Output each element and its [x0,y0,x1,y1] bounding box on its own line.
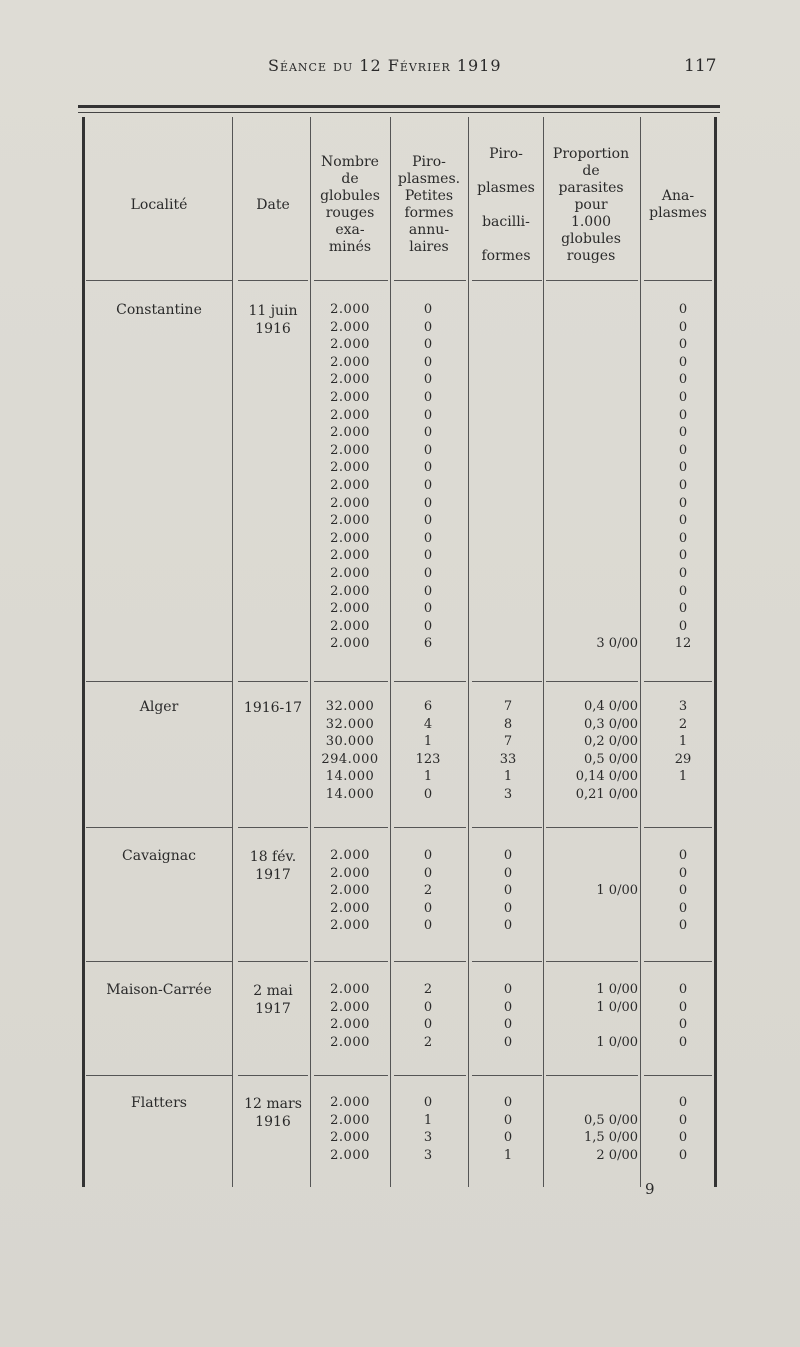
cell-anaplasmes: 0 [678,865,688,881]
cell-anaplasmes: 0 [678,1017,688,1033]
cell-anaplasmes: 0 [678,566,688,581]
running-head [0,56,800,86]
cell-anaplasmes: 0 [678,530,688,546]
cell-bacilliformes: 0 [503,1095,513,1110]
cell-nombre: 2.000 [330,865,370,881]
cell-nombre: 2.000 [330,999,370,1015]
cell-petites-formes: 6 [423,636,433,652]
cell-petites-formes: 0 [423,1095,433,1110]
group-separator-rule [644,681,712,682]
cell-petites-formes: 123 [415,751,441,767]
cell-petites-formes: 0 [423,918,433,934]
group-separator-rule [86,280,232,281]
cell-anaplasmes: 0 [678,618,688,634]
group-separator-rule [238,681,308,682]
cell-anaplasmes: 0 [678,407,688,423]
cell-nombre: 2.000 [330,495,370,511]
group-separator-rule [314,1075,388,1076]
header-localite: Localité [130,196,188,213]
cell-nombre: 30.000 [325,734,375,750]
cell-petites-formes: 0 [423,372,433,388]
localite-label: Flatters [131,1095,187,1111]
cell-anaplasmes: 1 [678,734,688,750]
cell-anaplasmes: 1 [678,769,688,785]
cell-anaplasmes: 0 [678,337,688,353]
cell-nombre: 294.000 [321,751,379,767]
cell-nombre: 2.000 [330,583,370,599]
cell-nombre: 2.000 [330,1017,370,1033]
cell-petites-formes: 1 [423,769,433,785]
cell-anaplasmes: 0 [678,548,688,564]
date-label: 12 mars 1916 [244,1096,302,1130]
cell-anaplasmes: 0 [678,883,688,899]
cell-anaplasmes: 0 [678,354,688,370]
data-table [78,105,720,1187]
cell-bacilliformes: 0 [503,982,513,997]
cell-anaplasmes: 0 [678,390,688,405]
cell-petites-formes: 0 [423,337,433,353]
cell-proportion: 0,2 0/00 [584,734,638,750]
cell-bacilliformes: 0 [503,1034,513,1050]
cell-proportion: 1 0/00 [596,1034,638,1050]
cell-anaplasmes: 0 [678,302,688,317]
group-separator-rule [238,280,308,281]
cell-bacilliformes: 0 [503,865,513,881]
cell-nombre: 2.000 [330,636,370,652]
cell-bacilliformes: 0 [503,1017,513,1033]
table-top-rule-thin [78,112,720,113]
cell-petites-formes: 0 [423,460,433,476]
cell-anaplasmes: 0 [678,319,688,335]
cell-petites-formes: 0 [423,530,433,546]
cell-anaplasmes: 0 [678,478,688,493]
cell-petites-formes: 0 [423,787,433,802]
running-title: Séance du 12 Février 1919 [268,56,502,75]
cell-nombre: 2.000 [330,548,370,564]
group-separator-rule [86,1075,232,1076]
group-separator-rule [546,681,638,682]
header-nombre-globules: Nombre de globules rouges exa- minés [320,154,380,255]
localite-label: Alger [139,699,179,715]
cell-nombre: 2.000 [330,900,370,916]
header-bacilliformes: Piro- plasmes bacilli- formes [477,146,535,264]
cell-nombre: 2.000 [330,390,370,405]
cell-petites-formes: 0 [423,442,433,458]
cell-petites-formes: 1 [423,734,433,750]
group-separator-rule [394,961,466,962]
cell-nombre: 2.000 [330,1034,370,1050]
group-separator-rule [238,827,308,828]
cell-nombre: 14.000 [325,787,375,802]
group-separator-rule [472,961,542,962]
cell-nombre: 2.000 [330,1147,370,1163]
cell-bacilliformes: 0 [503,900,513,916]
cell-proportion: 1 0/00 [596,982,638,997]
cell-anaplasmes: 0 [678,495,688,511]
cell-petites-formes: 2 [423,883,433,899]
page-number: 117 [684,56,717,76]
group-separator-rule [472,827,542,828]
group-separator-rule [394,1075,466,1076]
cell-nombre: 2.000 [330,848,370,863]
cell-proportion: 0,4 0/00 [584,699,638,714]
group-separator-rule [314,961,388,962]
header-proportion: Proportion de parasites pour 1.000 globules rouges [552,145,630,264]
cell-anaplasmes: 0 [678,425,688,441]
cell-anaplasmes: 3 [678,699,688,714]
cell-petites-formes: 0 [423,302,433,317]
cell-anaplasmes: 0 [678,1130,688,1146]
cell-nombre: 2.000 [330,319,370,335]
cell-anaplasmes: 0 [678,918,688,934]
cell-petites-formes: 0 [423,1017,433,1033]
group-separator-rule [86,681,232,682]
cell-bacilliformes: 7 [503,734,513,750]
cell-nombre: 2.000 [330,1112,370,1128]
cell-petites-formes: 0 [423,425,433,441]
cell-proportion: 0,5 0/00 [584,751,638,767]
cell-proportion: 0,3 0/00 [584,716,638,732]
cell-anaplasmes: 0 [678,999,688,1015]
group-separator-rule [644,1075,712,1076]
cell-anaplasmes: 0 [678,442,688,458]
cell-bacilliformes: 0 [503,883,513,899]
cell-nombre: 2.000 [330,407,370,423]
cell-petites-formes: 0 [423,407,433,423]
cell-petites-formes: 3 [423,1130,433,1146]
cell-proportion: 0,21 0/00 [575,787,638,802]
date-label: 1916-17 [243,700,303,716]
cell-petites-formes: 0 [423,495,433,511]
group-separator-rule [394,827,466,828]
localite-label: Cavaignac [122,848,196,864]
cell-anaplasmes: 0 [678,601,688,617]
group-separator-rule [314,681,388,682]
cell-nombre: 2.000 [330,425,370,441]
cell-nombre: 32.000 [325,716,375,732]
cell-nombre: 14.000 [325,769,375,785]
cell-nombre: 2.000 [330,372,370,388]
table-top-rule [78,105,720,108]
header-date: Date [256,196,290,213]
cell-petites-formes: 0 [423,548,433,564]
header-petites-formes: Piro- plasmes. Petites formes annu- laires [397,154,461,255]
cell-petites-formes: 0 [423,319,433,335]
group-separator-rule [472,681,542,682]
cell-anaplasmes: 29 [674,751,692,767]
cell-petites-formes: 0 [423,900,433,916]
cell-nombre: 2.000 [330,566,370,581]
cell-nombre: 2.000 [330,337,370,353]
group-separator-rule [238,961,308,962]
group-separator-rule [314,280,388,281]
cell-petites-formes: 0 [423,513,433,529]
cell-anaplasmes: 0 [678,982,688,997]
cell-petites-formes: 0 [423,478,433,493]
cell-anaplasmes: 0 [678,1095,688,1110]
cell-anaplasmes: 0 [678,1147,688,1163]
cell-petites-formes: 0 [423,390,433,405]
cell-nombre: 2.000 [330,1130,370,1146]
cell-petites-formes: 2 [423,982,433,997]
cell-bacilliformes: 1 [503,769,513,785]
group-separator-rule [314,827,388,828]
date-label: 18 fév. 1917 [249,849,297,883]
group-separator-rule [394,681,466,682]
cell-nombre: 2.000 [330,302,370,317]
cell-proportion: 1,5 0/00 [584,1130,638,1146]
cell-anaplasmes: 0 [678,460,688,476]
group-separator-rule [86,961,232,962]
group-separator-rule [238,1075,308,1076]
cell-nombre: 2.000 [330,918,370,934]
signature-mark: 9 [645,1180,655,1198]
group-separator-rule [644,280,712,281]
cell-nombre: 2.000 [330,354,370,370]
cell-anaplasmes: 0 [678,900,688,916]
cell-petites-formes: 0 [423,848,433,863]
cell-petites-formes: 4 [423,716,433,732]
date-label: 2 mai 1917 [253,983,293,1017]
cell-anaplasmes: 0 [678,583,688,599]
cell-nombre: 2.000 [330,460,370,476]
cell-proportion: 1 0/00 [596,883,638,899]
cell-proportion: 3 0/00 [596,636,638,652]
cell-petites-formes: 1 [423,1112,433,1128]
group-separator-rule [86,827,232,828]
cell-petites-formes: 0 [423,566,433,581]
group-separator-rule [394,280,466,281]
cell-nombre: 2.000 [330,601,370,617]
cell-petites-formes: 0 [423,618,433,634]
cell-nombre: 2.000 [330,530,370,546]
cell-bacilliformes: 3 [503,787,513,802]
cell-petites-formes: 6 [423,699,433,714]
cell-bacilliformes: 1 [503,1147,513,1163]
cell-petites-formes: 2 [423,1034,433,1050]
cell-anaplasmes: 2 [678,716,688,732]
cell-proportion: 2 0/00 [596,1147,638,1163]
localite-label: Constantine [116,302,202,318]
cell-petites-formes: 0 [423,601,433,617]
cell-bacilliformes: 0 [503,848,513,863]
cell-proportion: 0,14 0/00 [575,769,638,785]
cell-bacilliformes: 0 [503,1112,513,1128]
cell-petites-formes: 0 [423,354,433,370]
cell-nombre: 2.000 [330,982,370,997]
group-separator-rule [472,280,542,281]
cell-anaplasmes: 12 [674,636,692,652]
cell-nombre: 2.000 [330,478,370,493]
cell-petites-formes: 0 [423,583,433,599]
group-separator-rule [472,1075,542,1076]
cell-nombre: 2.000 [330,513,370,529]
cell-nombre: 2.000 [330,1095,370,1110]
cell-anaplasmes: 0 [678,1034,688,1050]
group-separator-rule [546,1075,638,1076]
localite-label: Maison-Carrée [106,982,212,998]
cell-anaplasmes: 0 [678,848,688,863]
group-separator-rule [546,280,638,281]
cell-petites-formes: 3 [423,1147,433,1163]
cell-anaplasmes: 0 [678,372,688,388]
cell-bacilliformes: 0 [503,999,513,1015]
cell-nombre: 32.000 [325,699,375,714]
cell-proportion: 0,5 0/00 [584,1112,638,1128]
cell-bacilliformes: 0 [503,1130,513,1146]
cell-petites-formes: 0 [423,999,433,1015]
cell-bacilliformes: 7 [503,699,513,714]
group-separator-rule [644,827,712,828]
cell-petites-formes: 0 [423,865,433,881]
group-separator-rule [546,961,638,962]
cell-nombre: 2.000 [330,618,370,634]
cell-bacilliformes: 8 [503,716,513,732]
cell-bacilliformes: 33 [499,751,517,767]
group-separator-rule [644,961,712,962]
cell-proportion: 1 0/00 [596,999,638,1015]
cell-anaplasmes: 0 [678,1112,688,1128]
group-separator-rule [546,827,638,828]
header-anaplasmes: Ana- plasmes [649,188,707,221]
cell-nombre: 2.000 [330,442,370,458]
cell-nombre: 2.000 [330,883,370,899]
date-label: 11 juin 1916 [248,303,298,337]
cell-bacilliformes: 0 [503,918,513,934]
cell-anaplasmes: 0 [678,513,688,529]
